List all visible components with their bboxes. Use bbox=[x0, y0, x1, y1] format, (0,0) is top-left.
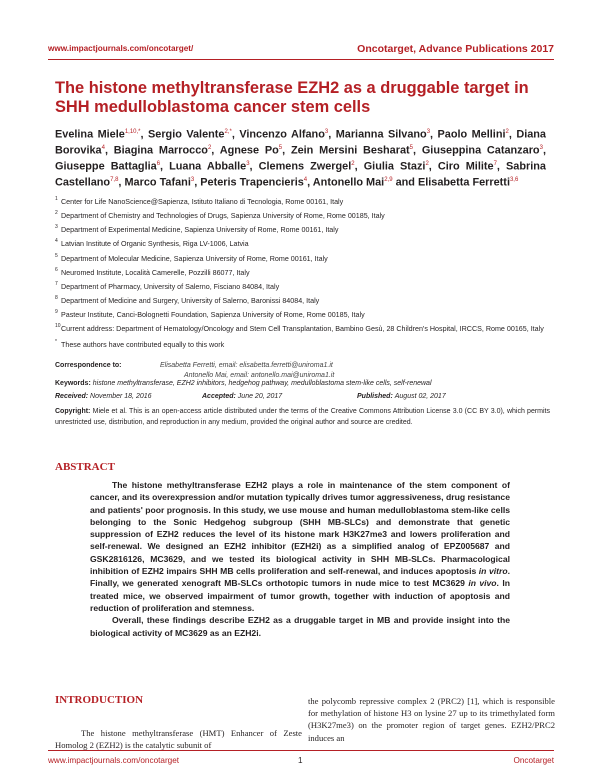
published-date: Published: August 02, 2017 bbox=[357, 393, 446, 400]
affiliation-text: Center for Life NanoScience@Sapienza, Istituto Italiano di Tecnologia, Rome 00161, Italy bbox=[61, 198, 344, 206]
journal-url[interactable]: www.impactjournals.com/oncotarget/ bbox=[48, 44, 194, 53]
affiliation-text: Department of Medicine and Surgery, University of Salerno, Baronissi 84084, Italy bbox=[61, 297, 320, 306]
author-affiliation-marker: 2 bbox=[351, 161, 355, 168]
introduction-heading: INTRODUCTION bbox=[55, 694, 144, 706]
affiliation bbox=[55, 294, 550, 308]
affiliation-number: 10 bbox=[55, 323, 61, 330]
author: Giulia Stazi bbox=[363, 160, 426, 173]
article-title: The histone methyltransferase EZH2 as a druggable target in SHH medulloblastoma cancer stem cells bbox=[55, 79, 529, 116]
affiliation bbox=[55, 338, 550, 352]
affiliation-number: 6 bbox=[55, 266, 58, 273]
author: Giuseppe Battaglia bbox=[55, 160, 157, 173]
author: Peteris Trapencieris bbox=[200, 176, 304, 189]
author: Diana Borovika bbox=[55, 128, 546, 157]
affiliation bbox=[55, 209, 550, 223]
author: Clemens Zwergel bbox=[258, 160, 352, 173]
abstract-paragraph: The histone methyltransferase EZH2 plays a role in maintenance of the stem component of cancer, and its overexpression and/or mutation typically drives tumor aggressiveness, drug resistance and patients' poor prognosis. In this study, we use mouse and human medulloblastoma stem-like cells belonging to the Sonic Hedgehog subgroup (SHH MB-SLCs) and demonstrate that genetic suppression of EZH2 reduces the level of its histone mark H3K27me3 and lowers proliferation and self-renewal. We designed an EZH2 inhibitor (EZH2i) as a simplified analog of EPZ005687 and GSK2816126, MC3629, and we tested its biological activity in SHH MB-SLCs. Pharmacological inhibition of EZH2 impairs SHH MB cells proliferation and self-renewal, and induces apoptosis in vitro. Finally, we generated xenograft MB-SLCs orthotopic tumors in nude mice to test MC3629 in vivo. In treated mice, we observed impairment of tumor growth, together with induction of apoptosis and reduction of proliferation and stemness. bbox=[90, 480, 510, 613]
author: Antonello Mai bbox=[312, 176, 385, 189]
author: Sabrina Castellano bbox=[55, 160, 546, 189]
affiliation-number: 9 bbox=[55, 309, 58, 316]
affiliation-number: 8 bbox=[55, 295, 58, 302]
correspondence-label: Correspondence to: bbox=[55, 362, 122, 369]
correspondence-line[interactable]: Antonello Mai, email: antonello.mai@uniroma1.it bbox=[184, 371, 335, 379]
accepted-date: Accepted: June 20, 2017 bbox=[202, 393, 283, 400]
affiliation-text: Current address: Department of Hematology/Oncology and Stem Cell Transplantation, Bambino Gesù, 28 Children's Hospital, IRCCS, Rome 00165, Italy bbox=[61, 325, 544, 334]
footer-url[interactable]: www.impactjournals.com/oncotarget bbox=[48, 756, 180, 765]
author-affiliation-marker: 7,8 bbox=[110, 177, 119, 184]
author: Vincenzo Alfano bbox=[239, 128, 325, 141]
author-affiliation-marker: 3 bbox=[324, 129, 329, 135]
author: Giuseppina Catanzaro bbox=[421, 144, 540, 157]
affiliation bbox=[55, 252, 550, 266]
affiliation-text: Department of Chemistry and Technologies of Drugs, Sapienza University of Rome, Rome 00185, Italy bbox=[61, 212, 385, 221]
abstract-heading: ABSTRACT bbox=[55, 461, 115, 473]
affiliation bbox=[55, 195, 550, 209]
keywords bbox=[55, 380, 550, 387]
keywords-label: Keywords: bbox=[55, 380, 91, 387]
introduction-right-column: the polycomb repressive complex 2 (PRC2) [1], which is responsible for methylation of histone H3 on lysine 27 up to its trimethylated form (H3K27me3) on the promoter region of target genes. EZH2/PRC2 induces an bbox=[308, 696, 555, 743]
article-dates bbox=[55, 393, 550, 403]
affiliation-list bbox=[55, 195, 550, 352]
page-header bbox=[48, 44, 554, 61]
affiliation-text: Department of Pharmacy, University of Salerno, Fisciano 84084, Italy bbox=[61, 282, 280, 291]
affiliation bbox=[55, 266, 550, 280]
author: Biagina Marrocco bbox=[113, 144, 208, 157]
affiliation-text: Pasteur Institute, Canci-Bolognetti Foundation, Sapienza University of Rome, Rome 00185, Italy bbox=[61, 311, 365, 320]
affiliation bbox=[55, 237, 550, 251]
author: Ciro Milite bbox=[437, 160, 494, 173]
affiliation-number: * bbox=[55, 338, 57, 345]
affiliation-text: Department of Molecular Medicine, Sapienza University of Rome, Rome 00161, Italy bbox=[61, 254, 328, 263]
correspondence-lines bbox=[160, 361, 334, 380]
author-affiliation-marker: 5 bbox=[278, 145, 283, 152]
author: Agnese Po bbox=[219, 144, 279, 157]
affiliation bbox=[55, 324, 550, 334]
author-affiliation-marker: 2 bbox=[425, 161, 429, 168]
author-affiliation-marker: 2 bbox=[207, 145, 212, 152]
affiliation bbox=[55, 223, 550, 237]
copyright-notice bbox=[55, 406, 550, 429]
author-affiliation-marker: 3,6 bbox=[509, 177, 519, 184]
author: Evelina Miele bbox=[55, 128, 125, 141]
author: Elisabetta Ferretti bbox=[417, 176, 510, 189]
author-affiliation-marker: 3 bbox=[426, 129, 431, 135]
author-affiliation-marker: 1,10,* bbox=[124, 129, 141, 135]
introduction-left-column: The histone methyltransferase (HMT) Enhancer of Zeste Homolog 2 (EZH2) is the catalytic subunit of bbox=[55, 728, 302, 751]
author-affiliation-marker: 3 bbox=[539, 145, 543, 152]
affiliation-number: 4 bbox=[55, 238, 58, 245]
header-rule bbox=[48, 59, 554, 60]
author-affiliation-marker: 5 bbox=[409, 145, 413, 152]
author: Marco Tafani bbox=[124, 176, 191, 189]
author: Paolo Mellini bbox=[437, 128, 506, 141]
author-affiliation-marker: 4 bbox=[101, 145, 105, 152]
author-affiliation-marker: 2,9 bbox=[384, 177, 393, 184]
affiliation-number: 3 bbox=[55, 224, 58, 231]
author-affiliation-marker: 2 bbox=[505, 129, 509, 135]
page-number: 1 bbox=[298, 756, 303, 765]
abstract-paragraph: Overall, these findings describe EZH2 as a druggable target in MB and provide insight into the biological activity of MC3629 as an EZH2i. bbox=[90, 615, 510, 638]
affiliation-text: These authors have contributed equally to this work bbox=[61, 340, 225, 349]
abstract-body bbox=[90, 479, 510, 639]
affiliation-text: Department of Experimental Medicine, Sapienza University of Rome, Rome 00161, Italy bbox=[61, 226, 339, 235]
affiliation-number: 2 bbox=[55, 210, 58, 217]
affiliation-number: 1 bbox=[55, 196, 58, 202]
author-list: Evelina Miele$^{1,10,*}$, Sergio Valente$^{2,*}$, Vincenzo Alfano$^3$, Marianna Silvano$^3$, Paolo Mellini$^2$, Diana Borovika$^4$, Biagina Marrocco$^2$, Agnese Po$^5$, Zein Mersini Besharat$^5$, Giuseppina Catanzaro$^3$, Giuseppe Battaglia$^6$, Luana Abballe$^3$, Clemens Zwergel$^2$, Giulia Stazi$^2$, Ciro Milite$^7$, Sabrina Castellano$^{7,8}$, Marco Tafani$^3$, Peteris Trapencieris$^4$, Antonello Mai$^{2,9}$ and Elisabetta Ferretti$^{3,6}$ bbox=[55, 128, 546, 189]
author: Luana Abballe bbox=[169, 160, 247, 173]
footer-journal: Oncotarget bbox=[513, 756, 554, 765]
correspondence bbox=[55, 361, 550, 379]
author-affiliation-marker: 2,* bbox=[224, 129, 232, 135]
author: Marianna Silvano bbox=[335, 128, 427, 141]
copyright-text: Miele et al. This is an open-access article distributed under the terms of the Creative Commons Attribution License 3.0 (CC BY 3.0), which permits unrestricted use, distribution, and reproduction in any medium, provided the original author and source are credited. bbox=[55, 408, 550, 427]
affiliation-number: 7 bbox=[55, 280, 58, 287]
journal-issue-label: Oncotarget, Advance Publications 2017 bbox=[357, 43, 554, 55]
affiliation-text: Neuromed Institute, Località Camerelle, Pozzilli 86077, Italy bbox=[61, 268, 250, 277]
author-affiliation-marker: 3 bbox=[246, 161, 250, 168]
author-affiliation-marker: 6 bbox=[156, 161, 161, 168]
author: Sergio Valente bbox=[148, 128, 225, 141]
received-date: Received: November 18, 2016 bbox=[55, 393, 152, 400]
author-affiliation-marker: 4 bbox=[303, 177, 308, 184]
affiliation-number: 5 bbox=[55, 252, 58, 259]
author-conjunction: and bbox=[395, 176, 415, 189]
keywords-value: histone methyltransferase, EZH2 inhibitors, hedgehog pathway, medulloblastoma stem-like cells, self-renewal bbox=[92, 380, 432, 387]
affiliation bbox=[55, 308, 550, 322]
footer-rule bbox=[48, 750, 554, 751]
page-footer bbox=[48, 750, 554, 770]
affiliation bbox=[55, 280, 550, 294]
correspondence-line[interactable]: Elisabetta Ferretti, email: elisabetta.ferretti@uniroma1.it bbox=[160, 362, 333, 369]
affiliation-text: Latvian Institute of Organic Synthesis, Riga LV-1006, Latvia bbox=[61, 240, 249, 249]
author-affiliation-marker: 3 bbox=[190, 177, 195, 184]
copyright-label: Copyright: bbox=[55, 408, 91, 415]
author: Zein Mersini Besharat bbox=[290, 144, 410, 157]
author-affiliation-marker: 7 bbox=[493, 161, 497, 168]
